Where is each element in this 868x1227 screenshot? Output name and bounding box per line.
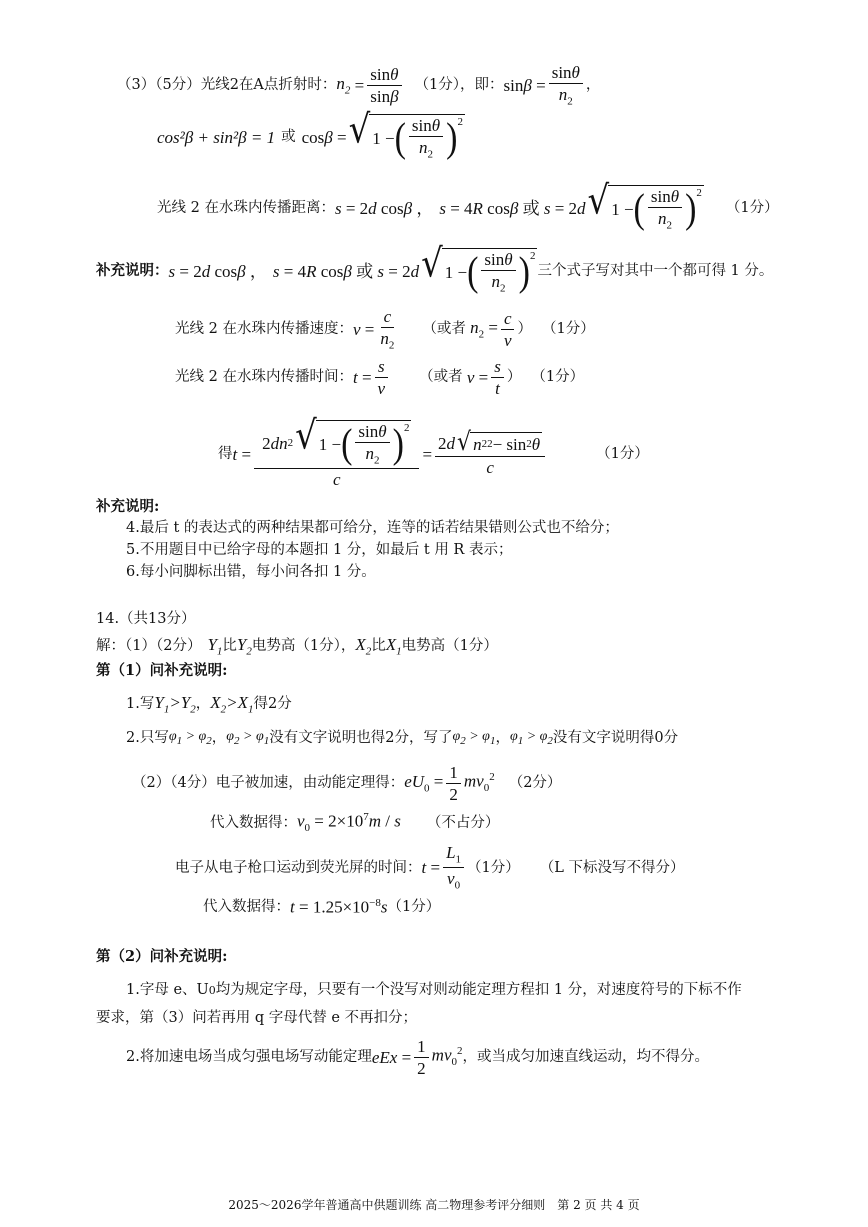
supp-line: 补充说明： s = 2d cosβ ， s = 4R cosβ 或 s = 2d √ 1 − ( $\frac{\sin\theta}{n_2}$ ) $^2$ 三个式子写对其中一个都可得 1 分。 <box>96 241 774 295</box>
p3-line-3: 光线 2 在水珠内传播距离： s = 2d cosβ ， s = 4R cosβ 或 s = 2d √ 1 − ( $\frac{\sin\theta}{n_2}$ ) $^2$ （1分） <box>157 178 779 232</box>
speed-line: 光线 2 在水珠内传播速度： v = $\frac{c}{n_2}$ （或者 $n_2$ = $\frac{c}{v}$ ） （1分） <box>175 307 595 352</box>
q14-supp1-label: 第（1）问补充说明: <box>96 662 228 679</box>
final-t-line: 得 t = 2 dn 2 √ 1 − ( $\frac{\sin\theta}{n_2}$ ) $^2$ c = 2 d √ n 2 2 − sin 2 θ c （1分） <box>218 413 649 490</box>
q14-s1: 1.写 $Y_1>Y_2$ ， $X_2>X_1$ 得2分 <box>126 693 292 716</box>
q14-title: 14.（共13分） <box>96 611 196 627</box>
p3-line-2: cos²β + sin²β = 1 或 cosβ = √ 1 − ( $\frac{\sin\theta}{n_2}$ ) $^2$ <box>157 107 463 161</box>
q14-supp2-label: 第（2）问补充说明: <box>96 948 228 965</box>
page-footer: 2025～2026学年普通高中供题训练 高二物理参考评分细则 第 2 页 共 4 页 <box>228 1198 640 1212</box>
p3-line-1: （3）（5分）光线2在A点折射时： $n_2$ = $\frac{\sin\theta}{\sin\beta}$ （1分），即： sinβ = $\frac{\sin\theta}{n_2}$ ， <box>117 63 601 108</box>
sqrt-expression: √ 1 − ( $\frac{\sin\theta}{n_2}$ ) $^2$ <box>348 107 463 161</box>
q14-s2: 2.只写 $\varphi_1 > \varphi_2$ ， $\varphi_2 > \varphi_1$ 没有文字说明也得2分，写了 $\varphi_2 > \varphi_1$ ， $\varphi_1 > \varphi_2$ 没有文字说明得0分 <box>126 729 679 747</box>
q14-n1: 1.字母 e、U 0 均为规定字母，只要有一个没写对则动能定理方程扣 1 分，对速度符号的下标不作 <box>126 982 742 998</box>
time-line: 光线 2 在水珠内传播时间： t = $\frac{s}{v}$ （或者 v = $\frac{s}{t}$ ） （1分） <box>175 357 585 398</box>
n2-formula: $n_2$ <box>336 74 351 97</box>
q14-time: 电子从电子枪口运动到荧光屏的时间： t = $\frac{L_1}{v_0}$ （1分） （L 下标没写不得分） <box>175 843 685 892</box>
q14-n2: 2.将加速电场当成匀强电场写动能定理 eEx = $\frac{1}{2}$ $mv_0^2$ ，或当成匀加速直线运动，均不得分。 <box>126 1037 709 1078</box>
note-5: 5.不用题目中已给字母的本题扣 1 分，如最后 t 用 R 表示； <box>126 542 513 558</box>
supp2-label: 补充说明: <box>96 498 160 515</box>
note-4: 4.最后 t 的表达式的两种结果都可给分，连等的话若结果错则公式也不给分； <box>126 520 619 536</box>
q14-n1-cont: 要求，第（3）问若再用 q 字母代替 e 不再扣分； <box>96 1010 418 1026</box>
q14-p2: （2）（4分）电子被加速，由动能定理得： $eU_0$ = $\frac{1}{2}$ $mv_0^2$ （2分） <box>132 763 562 804</box>
note-6: 6.每小问脚标出错，每小问各扣 1 分。 <box>126 564 376 580</box>
q14-solve: 解：（1）（2分） $Y_1$ 比 $Y_2$ 电势高（1分）， $X_2$ 比 $X_1$ 电势高（1分） <box>96 635 498 658</box>
q14-sub1: 代入数据得： $v_0 = 2\times 10^7m / s$ （不占分） <box>210 811 500 835</box>
q14-sub2: 代入数据得： $t = 1.25\times 10^{-8}s$ （1分） <box>203 897 441 917</box>
